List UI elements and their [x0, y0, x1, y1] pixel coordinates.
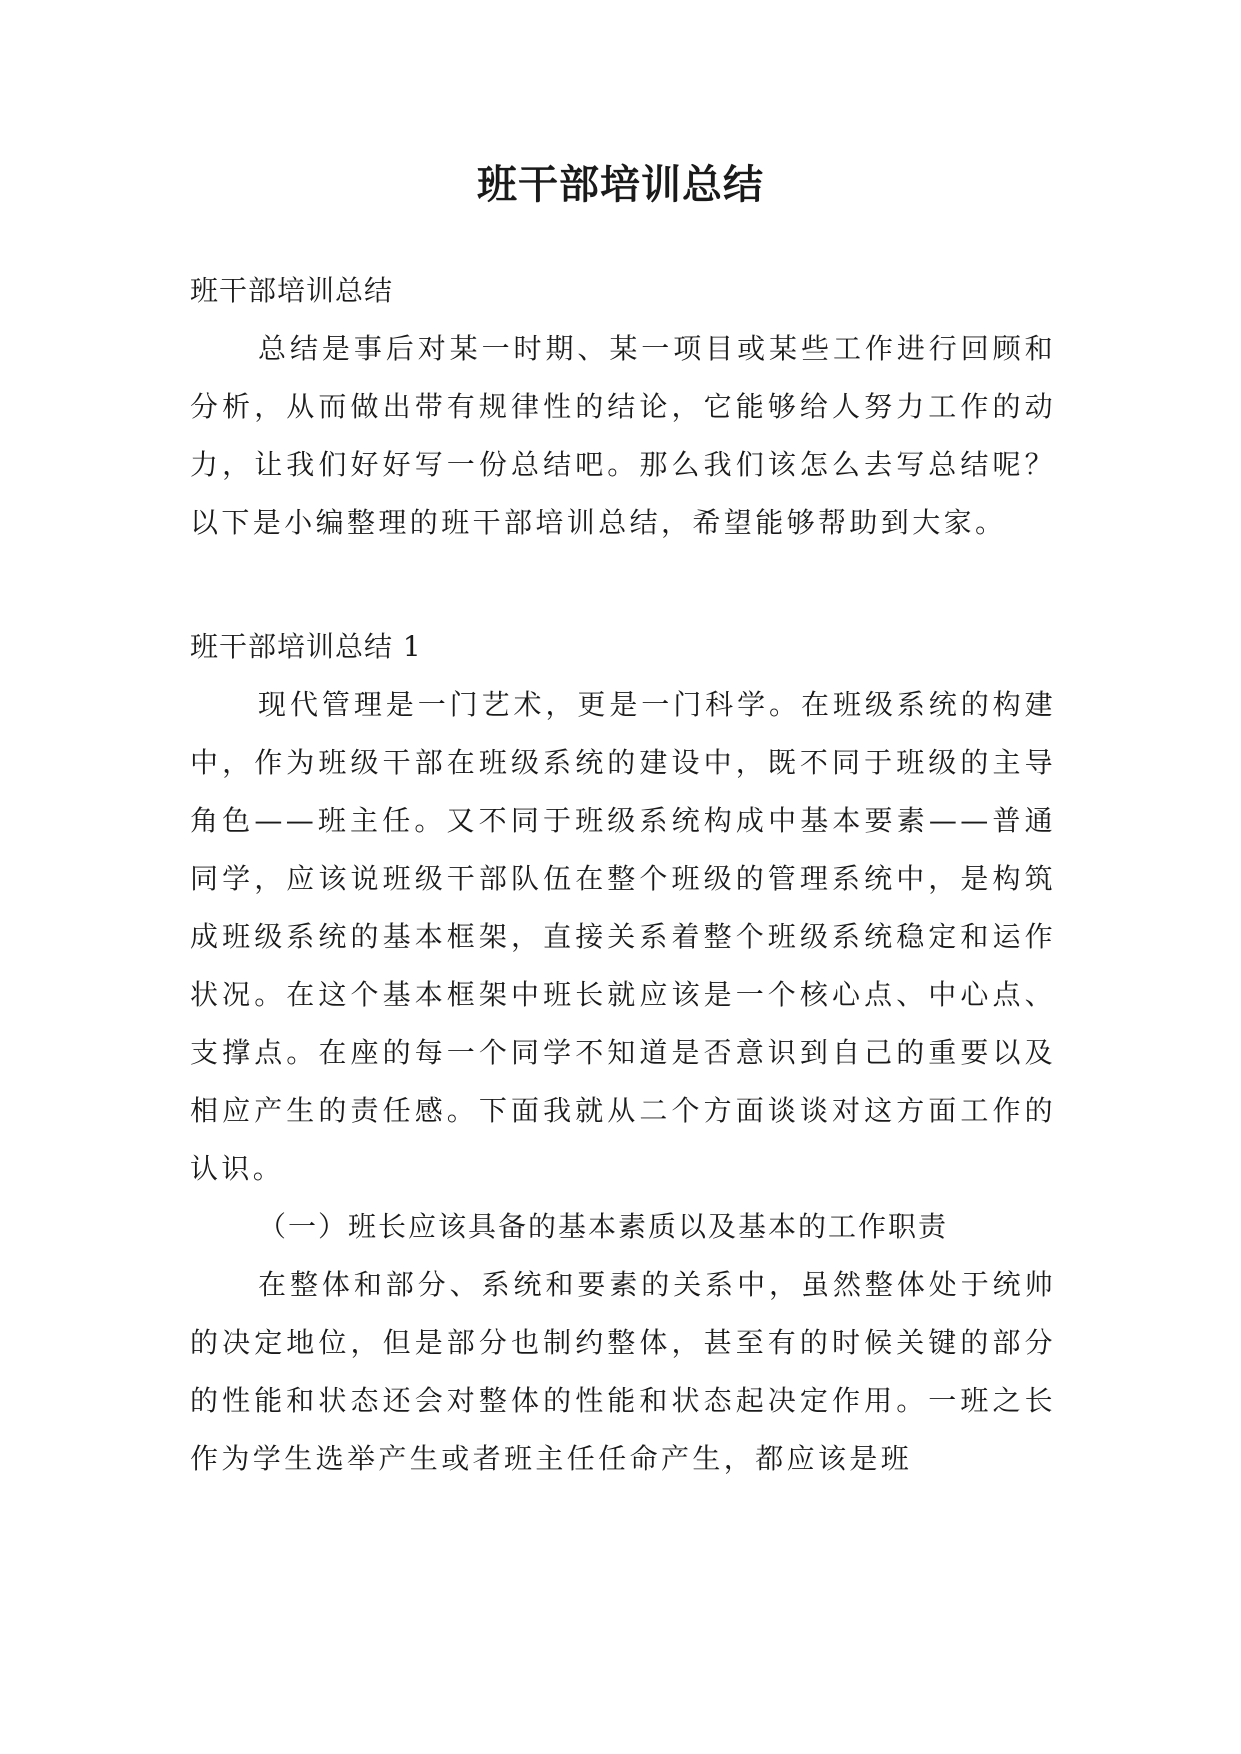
section-1-paragraph-2: 在整体和部分、系统和要素的关系中，虽然整体处于统帅的决定地位，但是部分也制约整体，甚至有的时候关键的部分的性能和状态还会对整体的性能和状态起决定作用。一班之长作为学生选举产生或者班主任任命产生，都应该是班 — [190, 1268, 1056, 1475]
intro-section — [190, 262, 1056, 552]
document-title: 班干部培训总结 — [477, 161, 764, 208]
intro-heading: 班干部培训总结 — [190, 274, 394, 307]
intro-paragraph: 总结是事后对某一时期、某一项目或某些工作进行回顾和分析，从而做出带有规律性的结论，它能够给人努力工作的动力，让我们好好写一份总结吧。那么我们该怎么去写总结呢？以下是小编整理的班干部培训总结，希望能够帮助到大家。 — [190, 332, 1056, 539]
section-1 — [190, 618, 1056, 1488]
section-1-heading: 班干部培训总结 1 — [190, 630, 422, 663]
section-1-paragraph-1: 现代管理是一门艺术，更是一门科学。在班级系统的构建中，作为班级干部在班级系统的建设中，既不同于班级的主导角色——班主任。又不同于班级系统构成中基本要素——普通同学，应该说班级干部队伍在整个班级的管理系统中，是构筑成班级系统的基本框架，直接关系着整个班级系统稳定和运作状况。在这个基本框架中班长就应该是一个核心点、中心点、支撑点。在座的每一个同学不知道是否意识到自己的重要以及相应产生的责任感。下面我就从二个方面谈谈对这方面工作的认识。 — [190, 688, 1056, 1185]
section-1-subheading: （一）班长应该具备的基本素质以及基本的工作职责 — [258, 1210, 949, 1243]
